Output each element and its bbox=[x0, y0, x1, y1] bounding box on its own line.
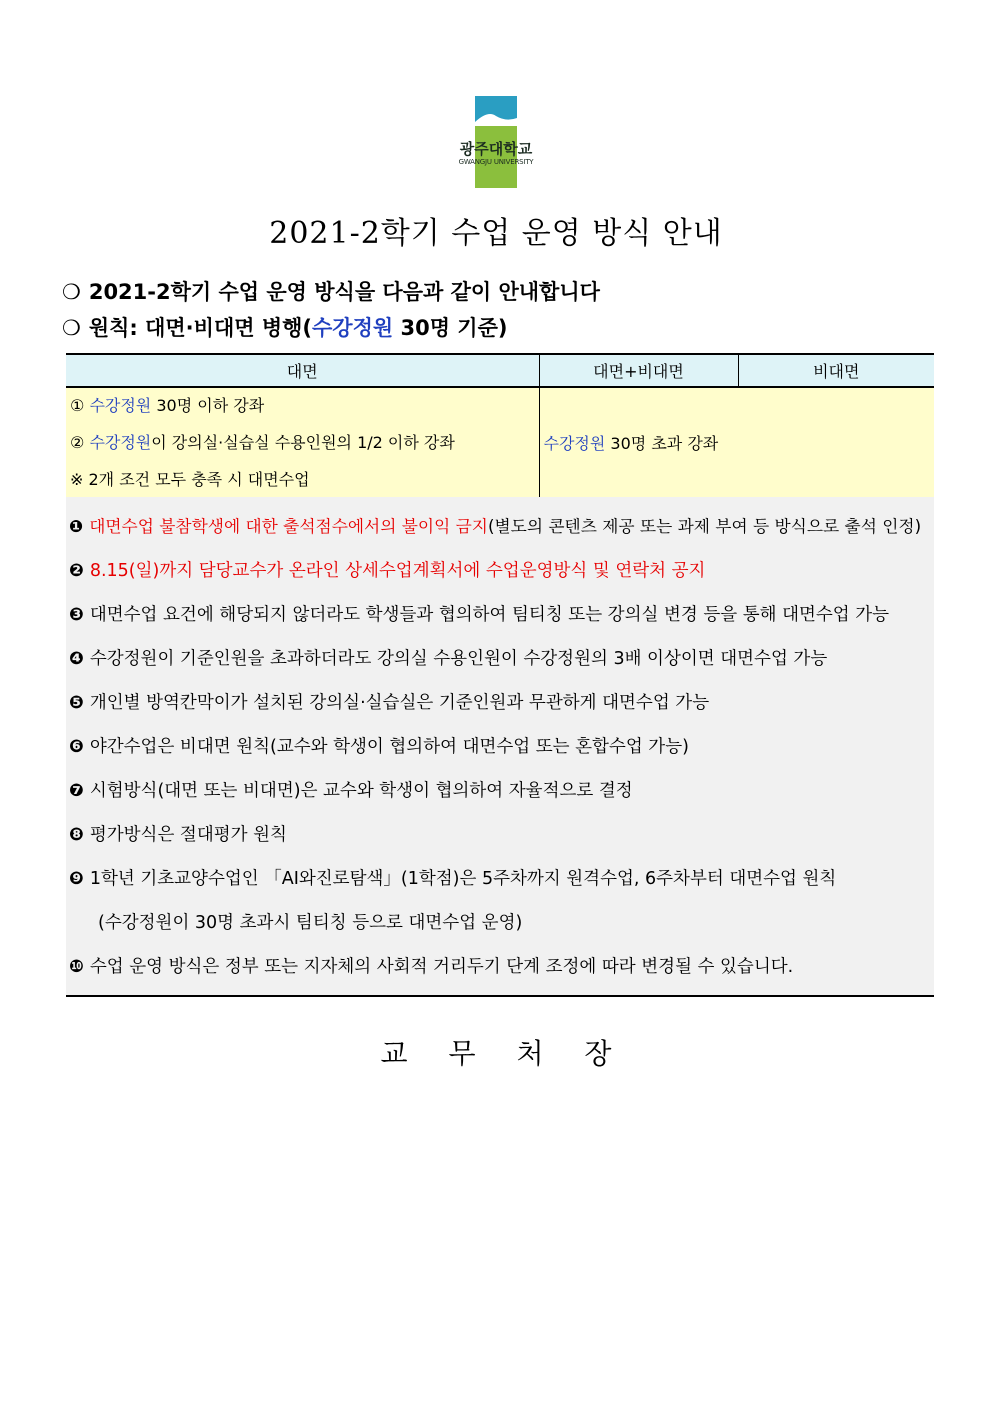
note-text bbox=[90, 957, 793, 977]
note-text bbox=[90, 561, 706, 581]
note-text bbox=[90, 869, 837, 889]
note-item bbox=[69, 953, 793, 978]
header-facetoface: 대면 bbox=[66, 354, 539, 387]
intro-text bbox=[89, 280, 600, 304]
text-segment: 수강정원이 기준인원을 초과하더라도 강의실 수용인원이 수강정원의 3배 이상이면 대면수업 가능 bbox=[89, 649, 828, 669]
text-segment: (별도의 콘텐츠 제공 또는 과제 부여 등 방식으로 출석 인정) bbox=[487, 516, 922, 536]
facetoface-conditions-cell bbox=[66, 387, 539, 499]
blue-text-segment: 수강정원 bbox=[89, 433, 152, 452]
facetoface-condition-line bbox=[66, 461, 539, 498]
page-title: 2021-2학기 수업 운영 방식 안내 bbox=[269, 216, 723, 251]
note-item bbox=[69, 601, 889, 626]
note-text bbox=[90, 737, 689, 757]
note-text bbox=[98, 913, 522, 933]
note-item bbox=[69, 557, 705, 582]
intro-bullet bbox=[62, 276, 600, 306]
text-segment: (수강정원이 30명 초과시 팀티칭 등으로 대면수업 운영) bbox=[98, 913, 523, 933]
text-segment: 시험방식(대면 또는 비대면)은 교수와 학생이 협의하여 자율적으로 결정 bbox=[89, 781, 633, 801]
text-segment: 2021-2학기 수업 운영 방식을 다음과 같이 안내합니다 bbox=[88, 280, 600, 304]
note-text bbox=[90, 693, 709, 713]
text-segment: 야간수업은 비대면 원칙(교수와 학생이 협의하여 대면수업 또는 혼합수업 가능) bbox=[89, 737, 689, 757]
blue-text-segment: 수강정원 bbox=[543, 433, 606, 453]
text-segment: 수업 운영 방식은 정부 또는 지자체의 사회적 거리두기 단계 조정에 따라 변경될 수 있습니다. bbox=[89, 957, 794, 977]
text-segment: 대면수업 요건에 해당되지 않더라도 학생들과 협의하여 팀티칭 또는 강의실 변경 등을 통해 대면수업 가능 bbox=[89, 605, 890, 625]
note-text bbox=[89, 516, 921, 536]
note-text bbox=[90, 781, 633, 801]
logo-korean-text: 광주대학교 bbox=[459, 140, 533, 158]
note-text bbox=[90, 825, 287, 845]
university-logo bbox=[446, 96, 546, 188]
notes-panel bbox=[66, 497, 934, 997]
header-online: 비대면 bbox=[738, 354, 934, 387]
note-item bbox=[69, 777, 633, 802]
note-number: ❽ bbox=[69, 825, 84, 845]
text-segment: 30명 이하 강좌 bbox=[151, 396, 265, 415]
note-number: ❻ bbox=[69, 737, 84, 757]
text-segment: 1학년 기초교양수업인 「AI와진로탐색」(1학점)은 5주차까지 원격수업, 6주차부터 대면수업 원칙 bbox=[89, 869, 837, 889]
mixed-condition-line bbox=[540, 425, 935, 462]
text-segment: ② bbox=[70, 433, 90, 452]
logo-english-text: GWANGJU UNIVERSITY bbox=[458, 158, 534, 166]
principle-text bbox=[89, 316, 508, 340]
note-item bbox=[69, 865, 836, 890]
note-text bbox=[90, 649, 827, 669]
note-item bbox=[69, 821, 287, 846]
note-text bbox=[90, 605, 889, 625]
signature: 교 무 처 장 bbox=[380, 1037, 628, 1070]
text-segment: 원칙: 대면·비대면 병행( bbox=[88, 316, 312, 340]
note-number: ❾ bbox=[69, 869, 84, 889]
facetoface-condition-line bbox=[66, 387, 539, 424]
note-item bbox=[98, 909, 522, 934]
text-segment: ※ 2개 조건 모두 충족 시 대면수업 bbox=[70, 470, 310, 489]
note-item bbox=[69, 645, 827, 670]
note-number: ❹ bbox=[69, 649, 84, 669]
bullet-marker: ❍ bbox=[62, 316, 81, 340]
text-segment: 개인별 방역칸막이가 설치된 강의실·실습실은 기준인원과 무관하게 대면수업 가능 bbox=[89, 693, 710, 713]
text-segment: 평가방식은 절대평가 원칙 bbox=[89, 825, 287, 845]
note-number: ❷ bbox=[69, 561, 84, 581]
note-number: ❿ bbox=[69, 957, 84, 977]
header-mixed: 대면+비대면 bbox=[539, 354, 738, 387]
note-number: ❶ bbox=[69, 516, 84, 536]
bullet-marker: ❍ bbox=[62, 280, 81, 304]
note-number: ❸ bbox=[69, 605, 84, 625]
blue-text-segment: 수강정원 bbox=[312, 316, 394, 340]
text-segment: 30명 기준) bbox=[393, 316, 508, 340]
mixed-online-cell bbox=[539, 387, 934, 499]
text-segment: ① bbox=[70, 396, 90, 415]
red-text-segment: 8.15(일)까지 담당교수가 온라인 상세수업계획서에 수업운영방식 및 연락처 공지 bbox=[89, 561, 706, 581]
note-item bbox=[69, 689, 709, 714]
note-item bbox=[69, 733, 689, 758]
red-text-segment: 대면수업 불참학생에 대한 출석점수에서의 불이익 금지 bbox=[89, 516, 488, 536]
class-mode-table bbox=[66, 353, 934, 500]
text-segment: 30명 초과 강좌 bbox=[605, 433, 719, 453]
text-segment: 이 강의실·실습실 수용인원의 1/2 이하 강좌 bbox=[151, 433, 455, 452]
note-number: ❼ bbox=[69, 781, 84, 801]
blue-text-segment: 수강정원 bbox=[89, 396, 152, 415]
note-item bbox=[69, 513, 921, 537]
note-number: ❺ bbox=[69, 693, 84, 713]
principle-bullet bbox=[62, 312, 507, 342]
facetoface-condition-line bbox=[66, 424, 539, 461]
